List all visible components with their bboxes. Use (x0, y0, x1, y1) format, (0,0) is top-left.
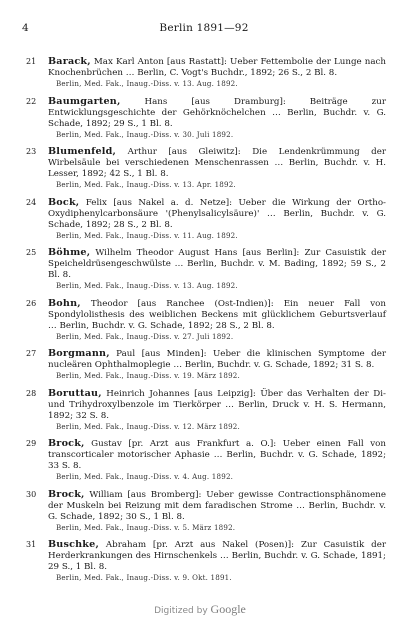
bibliography-entry (22, 489, 386, 533)
bibliography-entry (22, 348, 386, 381)
dissertation-note: Berlin, Med. Fak., Inaug.-Diss. v. 13. Aug. 1892. (56, 79, 238, 88)
entry-citation (48, 96, 386, 130)
bibliography-entry (22, 388, 386, 432)
entry-citation (48, 438, 386, 472)
citation-text: Paul [aus Minden]: Ueber die klinischen Symptome der nucleären Ophthalmoplegie … Berlin, Buchdr. v. G. Schade, 1892; 31 S. 8. (48, 349, 386, 370)
dissertation-note: Berlin, Med. Fak., Inaug.-Diss. v. 4. Aug. 1892. (56, 472, 234, 481)
dissertation-note: Berlin, Med. Fak., Inaug.-Diss. v. 11. Aug. 1892. (56, 230, 238, 240)
dissertation-note: Berlin, Med. Fak., Inaug.-Diss. v. 5. März 1892. (56, 522, 236, 532)
entry-citation (48, 388, 386, 422)
citation-text: William [aus Bromberg]: Ueber gewisse Contractionsphänomene der Muskeln bei Reizung mit dem faradischen Strome … Berlin, Buchdr. v. G. Schade, 1892; 30 S., 1 Bl. 8. (48, 489, 386, 522)
dissertation-note: Berlin, Med. Fak., Inaug.-Diss. v. 30. Juli 1892. (56, 129, 234, 139)
dissertation-note: Berlin, Med. Fak., Inaug.-Diss. v. 19. März 1892. (56, 371, 240, 380)
entry-number: 22 (26, 96, 37, 106)
author-surname: Böhme, (48, 247, 91, 258)
citation-text: Gustav [pr. Arzt aus Frankfurt a. O.]: Ueber einen Fall von transcorticaler motorischer Aphasie … Berlin, Buchdr. v. G. Schade, 1892; 33 S. 8. (48, 439, 386, 471)
citation-text: Felix [aus Nakel a. d. Netze]: Ueber die Wirkung der Ortho-Oxydiphenylcarbonsäure '(Phenylsalicylsäure)' … Berlin, Buchdr. v. G. Schade, 1892; 28 S., 2 Bl. 8. (48, 197, 386, 230)
author-surname: Baumgarten, (48, 95, 121, 107)
digitization-watermark (0, 602, 400, 617)
bibliography-entry (22, 539, 386, 583)
author-surname: Brock, (48, 438, 85, 449)
author-surname: Brock, (48, 488, 85, 500)
author-surname: Buschke, (48, 539, 99, 550)
citation-text: Theodor [aus Ranchee (Ost-Indien)]: Ein neuer Fall von Spondylolisthesis des weiblichen Beckens mit glücklichem Geburtsverlauf … Berlin, Buchdr. v. G. Schade, 1892; 28 S., 2 Bl. 8. (48, 298, 386, 331)
bibliography-entry (22, 197, 386, 241)
watermark-brand: Google (210, 602, 246, 616)
entry-number: 30 (26, 489, 37, 499)
bibliography-entry (22, 247, 386, 291)
entry-number: 21 (26, 57, 37, 66)
entry-number: 27 (26, 349, 37, 358)
watermark-prefix: Digitized by (154, 606, 208, 616)
dissertation-note: Berlin, Med. Fak., Inaug.-Diss. v. 12. März 1892. (56, 421, 240, 431)
citation-text: Hans [aus Dramburg]: Beiträge zur Entwicklungsgeschichte der Gehörknöchelchen … Berlin, Buchdr. v. G. Schade, 1892; 29 S., 1 Bl. 8. (48, 96, 386, 129)
page-header (22, 22, 386, 40)
entry-number: 31 (26, 540, 37, 549)
running-head: Berlin 1891—92 (159, 22, 249, 34)
bibliography-entry (22, 438, 386, 482)
entry-number: 23 (26, 147, 37, 156)
author-surname: Bock, (48, 196, 80, 208)
entry-citation (48, 247, 386, 281)
citation-text: Abraham [pr. Arzt aus Nakel (Posen)]: Zur Casuistik der Herderkrankungen des Hirnschenkels … Berlin, Buchdr. v. G. Schade, 1891; 29 S., 1 Bl. 8. (48, 540, 386, 572)
entry-number: 28 (26, 388, 37, 398)
entry-citation (48, 56, 386, 79)
entry-citation (48, 539, 386, 573)
entry-number: 25 (26, 248, 37, 257)
author-surname: Blumenfeld, (48, 146, 117, 157)
citation-text: Max Karl Anton [aus Rastatt]: Ueber Fettembolie der Lunge nach Knochenbrüchen … Berlin, C. Vogt's Buchdr., 1892; 26 S., 2 Bl. 8. (48, 57, 386, 78)
dissertation-note: Berlin, Med. Fak., Inaug.-Diss. v. 9. Okt. 1891. (56, 573, 232, 582)
entry-number: 26 (26, 298, 37, 308)
page-number: 4 (22, 22, 29, 34)
dissertation-note: Berlin, Med. Fak., Inaug.-Diss. v. 13. Aug. 1892. (56, 281, 238, 290)
dissertation-note: Berlin, Med. Fak., Inaug.-Diss. v. 13. Apr. 1892. (56, 180, 236, 189)
citation-text: Arthur [aus Gleiwitz]: Die Lendenkrümmung der Wirbelsäule bei verschiedenen Menschenrassen … Berlin, Buchdr. v. H. Lesser, 1892; 42 S., 1 Bl. 8. (48, 147, 386, 179)
bibliography-entry (22, 146, 386, 190)
citation-text: Heinrich Johannes [aus Leipzig]: Über das Verhalten der Di- und Trihydroxylbenzole im Tierkörper … Berlin, Druck v. H. S. Hermann, 1892; 32 S. 8. (48, 388, 386, 421)
author-surname: Barack, (48, 56, 91, 67)
entry-citation (48, 197, 386, 231)
author-surname: Boruttau, (48, 387, 102, 399)
entry-citation (48, 146, 386, 180)
entry-citation (48, 298, 386, 332)
entry-number: 24 (26, 197, 37, 207)
bibliography-list (22, 56, 386, 583)
entry-citation (48, 348, 386, 371)
citation-text: Wilhelm Theodor August Hans [aus Berlin]: Zur Casuistik der Speicheldrüsengeschwülste … Berlin, Buchdr. v. M. Bading, 1892; 59 S., 2 Bl. 8. (48, 248, 386, 280)
dissertation-note: Berlin, Med. Fak., Inaug.-Diss. v. 27. Juli 1892. (56, 331, 234, 341)
entry-number: 29 (26, 439, 37, 448)
author-surname: Bohn, (48, 297, 81, 309)
bibliography-entry (22, 96, 386, 140)
entry-citation (48, 489, 386, 523)
author-surname: Borgmann, (48, 348, 110, 359)
bibliography-entry (22, 298, 386, 342)
bibliography-entry (22, 56, 386, 89)
